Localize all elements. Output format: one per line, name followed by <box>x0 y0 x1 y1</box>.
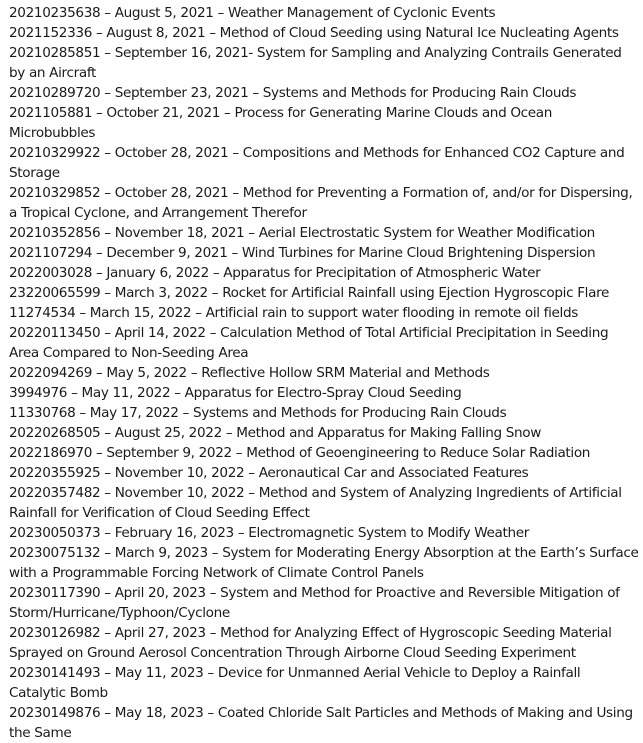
patent-number: 23220065599 <box>9 285 101 301</box>
patent-number: 20230126982 <box>9 625 101 641</box>
patent-number: 2022094269 <box>9 365 92 381</box>
list-item: 20210352856 – November 18, 2021 – Aerial Electrostatic System for Weather Modification <box>9 225 595 241</box>
list-item: 2022094269 – May 5, 2022 – Reflective Hollow SRM Material and Methods <box>9 365 490 381</box>
patent-number: 20230141493 <box>9 665 101 681</box>
patent-date: May 5, 2022 <box>106 365 187 381</box>
patent-title: Method of Geoengineering to Reduce Solar Radiation <box>246 445 591 461</box>
patent-title: Apparatus for Precipitation of Atmospheric Water <box>223 265 541 281</box>
list-item: 3994976 – May 11, 2022 – Apparatus for Electro-Spray Cloud Seeding <box>9 385 462 401</box>
patent-number: 3994976 <box>9 385 68 401</box>
patent-number: 2021107294 <box>9 245 92 261</box>
patent-date: November 10, 2022 <box>114 465 245 481</box>
patent-date: March 15, 2022 <box>89 305 192 321</box>
patent-title: Electromagnetic System to Modify Weather <box>248 525 530 541</box>
patent-date: December 9, 2021 <box>106 245 228 261</box>
list-item: 11330768 – May 17, 2022 – Systems and Methods for Producing Rain Clouds <box>9 405 507 421</box>
patent-title: Aerial Electrostatic System for Weather Modification <box>258 225 595 241</box>
patent-number: 20220268505 <box>9 425 101 441</box>
patent-title: Systems and Methods for Producing Rain Clouds <box>192 405 507 421</box>
list-item: 20220113450 – April 14, 2022 – Calculation Method of Total Artificial Precipitation in Seeding Area Compared to Non-Seeding Area <box>9 325 609 361</box>
patent-title: Device for Unmanned Aerial Vehicle to Deploy a Rainfall Catalytic Bomb <box>9 665 581 701</box>
patent-title: Reflective Hollow SRM Material and Methods <box>201 365 490 381</box>
list-item: 20210329922 – October 28, 2021 – Compositions and Methods for Enhanced CO2 Capture and Storage <box>9 145 625 181</box>
list-item: 20220357482 – November 10, 2022 – Method and System of Analyzing Ingredients of Artificial Rainfall for Verification of Cloud Seeding Effect <box>9 485 622 521</box>
list-item: 20210235638 – August 5, 2021 – Weather Management of Cyclonic Events <box>9 5 496 21</box>
patent-date: May 18, 2023 <box>114 705 204 721</box>
patent-number: 20220355925 <box>9 465 101 481</box>
patent-date: November 18, 2021 <box>114 225 245 241</box>
list-item: 20230050373 – February 16, 2023 – Electromagnetic System to Modify Weather <box>9 525 530 541</box>
patent-title: Process for Generating Marine Clouds and Ocean Microbubbles <box>9 105 553 141</box>
patent-date: April 14, 2022 <box>114 325 206 341</box>
patent-date: August 8, 2021 <box>106 25 206 41</box>
patent-title: Aeronautical Car and Associated Features <box>258 465 529 481</box>
patent-number: 20230117390 <box>9 585 101 601</box>
patent-number: 2022186970 <box>9 445 92 461</box>
patent-date: January 6, 2022 <box>106 265 209 281</box>
patent-number: 20230075132 <box>9 545 101 561</box>
list-item: 20210285851 – September 16, 2021- System for Sampling and Analyzing Contrails Generated by an Aircraft <box>9 45 622 81</box>
patent-list <box>9 3 639 743</box>
patent-date: October 28, 2021 <box>114 145 229 161</box>
patent-title: Method for Preventing a Formation of, and/or for Dispersing, a Tropical Cyclone, and Arrangement Therefor <box>9 185 633 221</box>
patent-number: 2021152336 <box>9 25 92 41</box>
list-item: 2021152336 – August 8, 2021 – Method of Cloud Seeding using Natural Ice Nucleating Agents <box>9 25 619 41</box>
patent-title: Artificial rain to support water flooding in remote oil fields <box>205 305 578 321</box>
patent-date: May 11, 2023 <box>114 665 204 681</box>
list-item: 20210329852 – October 28, 2021 – Method for Preventing a Formation of, and/or for Dispersing, a Tropical Cyclone, and Arrangement Therefor <box>9 185 633 221</box>
patent-number: 20210352856 <box>9 225 101 241</box>
patent-date: February 16, 2023 <box>114 525 234 541</box>
list-item: 20230149876 – May 18, 2023 – Coated Chloride Salt Particles and Methods of Making and Using the Same <box>9 705 633 741</box>
patent-date: September 23, 2021 <box>114 85 249 101</box>
patent-title: Rocket for Artificial Rainfall using Ejection Hygroscopic Flare <box>222 285 610 301</box>
patent-number: 20220357482 <box>9 485 101 501</box>
patent-title: Wind Turbines for Marine Cloud Brightening Dispersion <box>241 245 596 261</box>
patent-title: Systems and Methods for Producing Rain Clouds <box>262 85 577 101</box>
patent-date: September 9, 2022 <box>106 445 232 461</box>
patent-date: March 3, 2022 <box>114 285 208 301</box>
patent-title: Method of Cloud Seeding using Natural Ice Nucleating Agents <box>219 25 619 41</box>
list-item: 20230075132 – March 9, 2023 – System for Moderating Energy Absorption at the Earth’s Surface with a Programmable Forcing Network of Climate Control Panels <box>9 545 639 581</box>
patent-title: Compositions and Methods for Enhanced CO2 Capture and Storage <box>9 145 625 181</box>
patent-number: 11330768 <box>9 405 76 421</box>
list-item: 20220355925 – November 10, 2022 – Aeronautical Car and Associated Features <box>9 465 529 481</box>
patent-number: 20210235638 <box>9 5 101 21</box>
list-item: 2021107294 – December 9, 2021 – Wind Turbines for Marine Cloud Brightening Dispersion <box>9 245 596 261</box>
patent-date: March 9, 2023 <box>114 545 208 561</box>
patent-date: April 20, 2023 <box>114 585 206 601</box>
patent-date: October 28, 2021 <box>114 185 229 201</box>
list-item: 20230141493 – May 11, 2023 – Device for Unmanned Aerial Vehicle to Deploy a Rainfall Catalytic Bomb <box>9 665 581 701</box>
list-item: 2022186970 – September 9, 2022 – Method of Geoengineering to Reduce Solar Radiation <box>9 445 591 461</box>
patent-number: 20230050373 <box>9 525 101 541</box>
list-item: 11274534 – March 15, 2022 – Artificial rain to support water flooding in remote oil fields <box>9 305 578 321</box>
patent-title: Method and System of Analyzing Ingredients of Artificial Rainfall for Verification of Cloud Seeding Effect <box>9 485 622 521</box>
patent-number: 11274534 <box>9 305 76 321</box>
list-item: 2022003028 – January 6, 2022 – Apparatus for Precipitation of Atmospheric Water <box>9 265 541 281</box>
patent-date: September 16, 2021 <box>114 45 249 61</box>
list-item: 23220065599 – March 3, 2022 – Rocket for Artificial Rainfall using Ejection Hygroscopic Flare <box>9 285 610 301</box>
list-item: 2021105881 – October 21, 2021 – Process for Generating Marine Clouds and Ocean Microbubbles <box>9 105 553 141</box>
patent-title: System for Moderating Energy Absorption at the Earth’s Surface with a Programmable Forcing Network of Climate Control Panels <box>9 545 639 581</box>
patent-date: August 5, 2021 <box>114 5 214 21</box>
patent-number: 2021105881 <box>9 105 92 121</box>
patent-title: Coated Chloride Salt Particles and Methods of Making and Using the Same <box>9 705 633 741</box>
patent-date: April 27, 2023 <box>114 625 206 641</box>
patent-number: 20210329922 <box>9 145 101 161</box>
patent-date: May 17, 2022 <box>89 405 179 421</box>
list-item: 20210289720 – September 23, 2021 – Systems and Methods for Producing Rain Clouds <box>9 85 577 101</box>
patent-date: October 21, 2021 <box>106 105 221 121</box>
patent-date: November 10, 2022 <box>114 485 245 501</box>
patent-title: Apparatus for Electro-Spray Cloud Seeding <box>184 385 462 401</box>
patent-number: 2022003028 <box>9 265 92 281</box>
patent-title: Weather Management of Cyclonic Events <box>227 5 496 21</box>
patent-date: May 11, 2022 <box>81 385 171 401</box>
patent-title: Calculation Method of Total Artificial Precipitation in Seeding Area Compared to Non-Seeding Area <box>9 325 609 361</box>
patent-number: 20210329852 <box>9 185 101 201</box>
patent-number: 20230149876 <box>9 705 101 721</box>
patent-number: 20210289720 <box>9 85 101 101</box>
patent-title: System and Method for Proactive and Reversible Mitigation of Storm/Hurricane/Typhoon/Cyclone <box>9 585 620 621</box>
patent-date: August 25, 2022 <box>114 425 222 441</box>
patent-title: Method for Analyzing Effect of Hygroscopic Seeding Material Sprayed on Ground Aerosol Concentration Through Airborne Cloud Seeding Experiment <box>9 625 612 661</box>
patent-number: 20210285851 <box>9 45 101 61</box>
patent-number: 20220113450 <box>9 325 101 341</box>
list-item: 20230126982 – April 27, 2023 – Method for Analyzing Effect of Hygroscopic Seeding Material Sprayed on Ground Aerosol Concentration Through Airborne Cloud Seeding Experiment <box>9 625 612 661</box>
patent-title: System for Sampling and Analyzing Contrails Generated by an Aircraft <box>9 45 622 81</box>
patent-title: Method and Apparatus for Making Falling Snow <box>236 425 541 441</box>
list-item: 20220268505 – August 25, 2022 – Method and Apparatus for Making Falling Snow <box>9 425 541 441</box>
list-item: 20230117390 – April 20, 2023 – System and Method for Proactive and Reversible Mitigation of Storm/Hurricane/Typhoon/Cyclone <box>9 585 620 621</box>
